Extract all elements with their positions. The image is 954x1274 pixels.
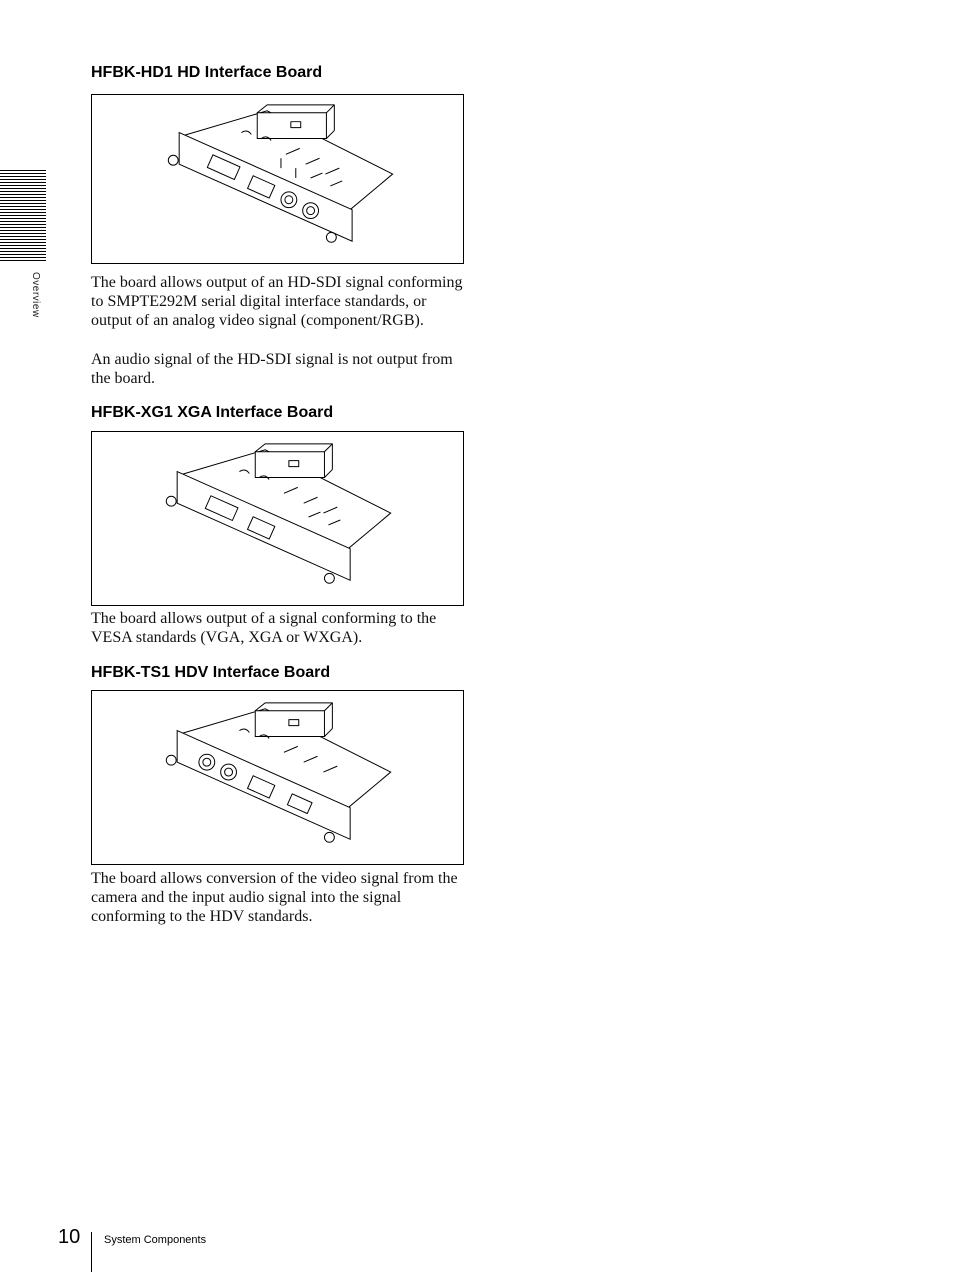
footer-divider: [91, 1232, 92, 1272]
page-number: 10: [58, 1226, 81, 1248]
hd1-board-figure: [91, 94, 464, 264]
section-tab-marker: [0, 170, 46, 262]
xg1-board-figure: [91, 431, 464, 606]
ts1-description: The board allows conversion of the video signal from the camera and the input audio signal into the signal conforming to the HDV standards.: [91, 870, 458, 925]
section-label: Overview: [30, 272, 41, 318]
xga-interface-board-icon: [92, 432, 463, 605]
footer-title: System Components: [104, 1234, 207, 1246]
hd-interface-board-icon: [92, 95, 463, 263]
section-heading-hd1: HFBK-HD1 HD Interface Board: [91, 64, 323, 81]
section-heading-ts1: HFBK-TS1 HDV Interface Board: [91, 664, 331, 681]
section-heading-xg1: HFBK-XG1 XGA Interface Board: [91, 404, 334, 421]
ts1-board-figure: [91, 690, 464, 865]
hd1-description: The board allows output of an HD-SDI signal conforming to SMPTE292M serial digital interface standards, or output of an analog video signal (component/RGB).: [91, 274, 463, 329]
xg1-description: The board allows output of a signal conforming to the VESA standards (VGA, XGA or WXGA).: [91, 610, 437, 646]
hdv-interface-board-icon: [92, 691, 463, 864]
hd1-audio-note: An audio signal of the HD-SDI signal is not output from the board.: [91, 351, 453, 387]
